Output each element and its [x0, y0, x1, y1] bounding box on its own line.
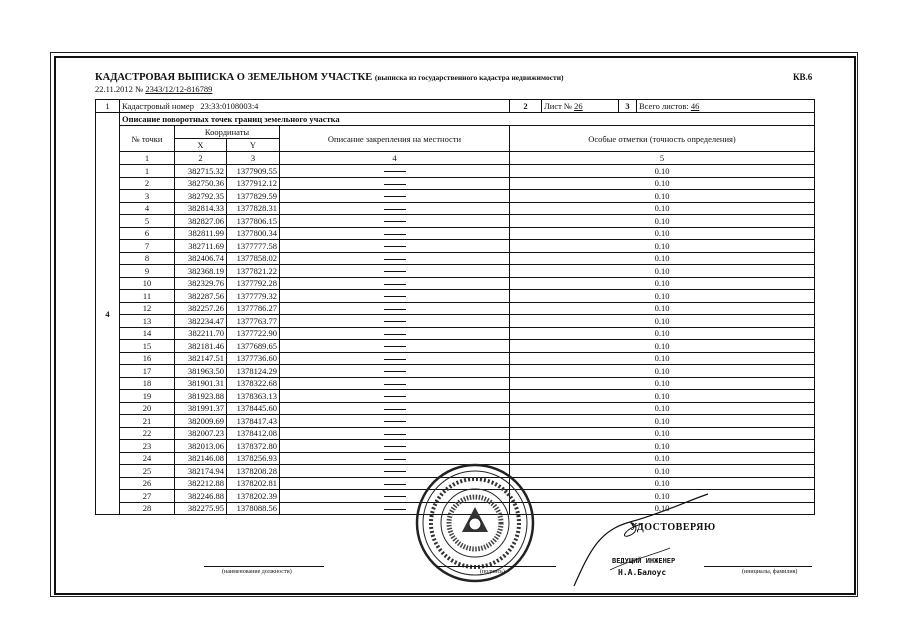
- accuracy-note: 0.10: [510, 302, 815, 315]
- fixing-description: [280, 427, 510, 440]
- fixing-description: [280, 277, 510, 290]
- coord-x: 382275.95: [175, 502, 227, 515]
- fixing-description: [280, 190, 510, 203]
- colnum-4: 4: [280, 152, 510, 165]
- accuracy-note: 0.10: [510, 165, 815, 178]
- point-number: 15: [120, 340, 175, 353]
- point-row: [96, 440, 815, 453]
- coord-y: 1378202.81: [227, 477, 280, 490]
- accuracy-note: 0.10: [510, 465, 815, 478]
- point-number: 1: [120, 165, 175, 178]
- coord-y: 1377722.90: [227, 327, 280, 340]
- sheet-label: Лист №: [544, 101, 573, 111]
- point-number: 19: [120, 390, 175, 403]
- point-number: 5: [120, 215, 175, 228]
- accuracy-note: 0.10: [510, 390, 815, 403]
- point-row: [96, 352, 815, 365]
- dash-mark: [384, 309, 406, 310]
- name-caption: (инициалы, фамилия): [742, 569, 798, 575]
- point-row: [96, 202, 815, 215]
- document-date: 22.11.2012: [95, 84, 133, 94]
- section-title-row: [96, 113, 815, 126]
- point-row: [96, 340, 815, 353]
- coord-y: 1378363.13: [227, 390, 280, 403]
- fixing-description: [280, 227, 510, 240]
- coord-x: 382246.88: [175, 490, 227, 503]
- fixing-description: [280, 177, 510, 190]
- accuracy-note: 0.10: [510, 415, 815, 428]
- colnum-5: 5: [510, 152, 815, 165]
- dash-mark: [384, 321, 406, 322]
- point-number: 2: [120, 177, 175, 190]
- point-number: 16: [120, 352, 175, 365]
- point-row: [96, 190, 815, 203]
- signature-caption: (подпись): [480, 569, 505, 575]
- fixing-description: [280, 340, 510, 353]
- coord-y: 1377828.31: [227, 202, 280, 215]
- point-number: 13: [120, 315, 175, 328]
- dash-mark: [384, 409, 406, 410]
- coord-x: 382211.70: [175, 327, 227, 340]
- point-number: 14: [120, 327, 175, 340]
- boundary-points-table: [95, 99, 814, 515]
- point-number: 11: [120, 290, 175, 303]
- row-index: 1: [96, 100, 120, 113]
- fixing-description: [280, 252, 510, 265]
- accuracy-note: 0.10: [510, 477, 815, 490]
- point-number: 10: [120, 277, 175, 290]
- coord-y: 1377689.65: [227, 340, 280, 353]
- coord-x: 382257.26: [175, 302, 227, 315]
- fixing-description: [280, 290, 510, 303]
- point-number: 18: [120, 377, 175, 390]
- name-line: [704, 566, 812, 567]
- accuracy-note: 0.10: [510, 402, 815, 415]
- fixing-description: [280, 440, 510, 453]
- coord-y: 1378088.56: [227, 502, 280, 515]
- engineer-name: Н.А.Балоус: [618, 568, 667, 577]
- dash-mark: [384, 384, 406, 385]
- fixing-description: [280, 202, 510, 215]
- accuracy-note: 0.10: [510, 315, 815, 328]
- coord-x: 381901.31: [175, 377, 227, 390]
- coord-y: 1377909.55: [227, 165, 280, 178]
- coord-y: 1377806.15: [227, 215, 280, 228]
- point-number: 20: [120, 402, 175, 415]
- dash-mark: [384, 446, 406, 447]
- point-number: 9: [120, 265, 175, 278]
- accuracy-note: 0.10: [510, 277, 815, 290]
- coord-y: 1377792.28: [227, 277, 280, 290]
- dash-mark: [384, 434, 406, 435]
- total-index: 3: [619, 100, 637, 113]
- coord-y: 1378445.60: [227, 402, 280, 415]
- point-row: [96, 177, 815, 190]
- coord-x: 382181.46: [175, 340, 227, 353]
- point-row: [96, 227, 815, 240]
- dash-mark: [384, 346, 406, 347]
- col-coords-header: Координаты: [175, 126, 280, 139]
- document-subtitle: (выписка из государственного кадастра недвижимости): [374, 73, 564, 82]
- coord-x: 382212.88: [175, 477, 227, 490]
- point-number: 24: [120, 452, 175, 465]
- coord-x: 382368.19: [175, 265, 227, 278]
- fixing-description: [280, 390, 510, 403]
- accuracy-note: 0.10: [510, 502, 815, 515]
- point-number: 8: [120, 252, 175, 265]
- dash-mark: [384, 396, 406, 397]
- dash-mark: [384, 271, 406, 272]
- engineer-title: ВЕДУЩИЙ ИНЖЕНЕР: [612, 557, 676, 565]
- point-number: 7: [120, 240, 175, 253]
- coord-x: 382009.69: [175, 415, 227, 428]
- col-desc-header: Описание закрепления на местности: [280, 126, 510, 152]
- coord-x: 381991.37: [175, 402, 227, 415]
- fixing-description: [280, 327, 510, 340]
- dash-mark: [384, 371, 406, 372]
- accuracy-note: 0.10: [510, 352, 815, 365]
- coord-x: 382287.56: [175, 290, 227, 303]
- coord-x: 382814.33: [175, 202, 227, 215]
- col-notes-header: Особые отметки (точность определения): [510, 126, 815, 152]
- point-row: [96, 377, 815, 390]
- coord-x: 382146.08: [175, 452, 227, 465]
- dash-mark: [384, 171, 406, 172]
- total-label: Всего листов:: [639, 101, 689, 111]
- coord-x: 382329.76: [175, 277, 227, 290]
- dash-mark: [384, 259, 406, 260]
- coord-y: 1378372.80: [227, 440, 280, 453]
- coord-x: 382234.47: [175, 315, 227, 328]
- colnum-3: 3: [227, 152, 280, 165]
- total-number: 46: [690, 101, 700, 111]
- point-number: 21: [120, 415, 175, 428]
- accuracy-note: 0.10: [510, 440, 815, 453]
- dash-mark: [384, 421, 406, 422]
- coord-y: 1377786.27: [227, 302, 280, 315]
- accuracy-note: 0.10: [510, 227, 815, 240]
- accuracy-note: 0.10: [510, 427, 815, 440]
- accuracy-note: 0.10: [510, 252, 815, 265]
- accuracy-note: 0.10: [510, 190, 815, 203]
- signature-line: [436, 566, 556, 567]
- point-number: 27: [120, 490, 175, 503]
- point-number: 25: [120, 465, 175, 478]
- coord-x: 382007.23: [175, 427, 227, 440]
- accuracy-note: 0.10: [510, 490, 815, 503]
- coord-y: 1377777.58: [227, 240, 280, 253]
- position-line: [204, 566, 324, 567]
- coord-y: 1377829.59: [227, 190, 280, 203]
- accuracy-note: 0.10: [510, 327, 815, 340]
- coord-x: 382827.06: [175, 215, 227, 228]
- coord-x: 382174.94: [175, 465, 227, 478]
- point-row: [96, 427, 815, 440]
- col-y-header: Y: [227, 139, 280, 152]
- col-x-header: X: [175, 139, 227, 152]
- column-number-row: [96, 152, 815, 165]
- number-label: №: [135, 84, 144, 94]
- dash-mark: [384, 246, 406, 247]
- point-number: 6: [120, 227, 175, 240]
- dash-mark: [384, 196, 406, 197]
- accuracy-note: 0.10: [510, 365, 815, 378]
- point-row: [96, 265, 815, 278]
- coord-y: 1377858.02: [227, 252, 280, 265]
- point-row: [96, 415, 815, 428]
- dash-mark: [384, 484, 406, 485]
- dash-mark: [384, 334, 406, 335]
- coord-x: 382711.69: [175, 240, 227, 253]
- fixing-description: [280, 165, 510, 178]
- dash-mark: [384, 359, 406, 360]
- coord-y: 1377763.77: [227, 315, 280, 328]
- cadastral-number-cell: [120, 100, 510, 113]
- coord-y: 1378256.93: [227, 452, 280, 465]
- point-number: 17: [120, 365, 175, 378]
- point-number: 23: [120, 440, 175, 453]
- accuracy-note: 0.10: [510, 215, 815, 228]
- point-row: [96, 215, 815, 228]
- fixing-description: [280, 240, 510, 253]
- accuracy-note: 0.10: [510, 177, 815, 190]
- coord-x: 382750.36: [175, 177, 227, 190]
- dash-mark: [384, 284, 406, 285]
- accuracy-note: 0.10: [510, 202, 815, 215]
- point-row: [96, 315, 815, 328]
- fixing-description: [280, 302, 510, 315]
- coord-x: 382013.06: [175, 440, 227, 453]
- fixing-description: [280, 377, 510, 390]
- coord-x: 381923.88: [175, 390, 227, 403]
- fixing-description: [280, 352, 510, 365]
- form-code: КВ.6: [793, 72, 813, 82]
- accuracy-note: 0.10: [510, 377, 815, 390]
- fixing-description: [280, 415, 510, 428]
- sheet-number: 26: [574, 101, 583, 111]
- coord-y: 1378202.39: [227, 490, 280, 503]
- date-line: [95, 84, 212, 94]
- point-row: [96, 390, 815, 403]
- fixing-description: [280, 402, 510, 415]
- dash-mark: [384, 209, 406, 210]
- dash-mark: [384, 459, 406, 460]
- dash-mark: [384, 234, 406, 235]
- document-number: 2343/12/12-816789: [145, 84, 213, 94]
- point-number: 3: [120, 190, 175, 203]
- coord-y: 1378412.08: [227, 427, 280, 440]
- dash-mark: [384, 509, 406, 510]
- coord-x: 382147.51: [175, 352, 227, 365]
- document-title: КАДАСТРОВАЯ ВЫПИСКА О ЗЕМЕЛЬНОМ УЧАСТКЕ (выписка из государственного кадастра недвижимости): [95, 72, 564, 83]
- dash-mark: [384, 184, 406, 185]
- point-number: 28: [120, 502, 175, 515]
- point-row: [96, 277, 815, 290]
- dash-mark: [384, 296, 406, 297]
- cadastral-number: 23:33:0108003:4: [200, 101, 259, 111]
- coord-x: 382811.99: [175, 227, 227, 240]
- dash-mark: [384, 496, 406, 497]
- sheet-index: 2: [510, 100, 542, 113]
- point-row: [96, 240, 815, 253]
- position-caption: (наименование должности): [222, 569, 292, 575]
- point-number: 22: [120, 427, 175, 440]
- fixing-description: [280, 265, 510, 278]
- dash-mark: [384, 221, 406, 222]
- accuracy-note: 0.10: [510, 452, 815, 465]
- certified-label: УДОСТОВЕРЯЮ: [630, 522, 716, 533]
- sheet-cell: [542, 100, 619, 113]
- point-row: [96, 302, 815, 315]
- dash-mark: [384, 471, 406, 472]
- accuracy-note: 0.10: [510, 340, 815, 353]
- coord-y: 1377821.22: [227, 265, 280, 278]
- section-title: Описание поворотных точек границ земельного участка: [120, 113, 815, 126]
- point-row: [96, 365, 815, 378]
- cadastral-row: [96, 100, 815, 113]
- point-number: 4: [120, 202, 175, 215]
- point-row: [96, 252, 815, 265]
- cadastral-label: Кадастровый номер: [122, 101, 194, 111]
- coord-y: 1378124.29: [227, 365, 280, 378]
- coord-y: 1378417.43: [227, 415, 280, 428]
- point-row: [96, 290, 815, 303]
- coord-x: 382715.32: [175, 165, 227, 178]
- coord-y: 1377800.34: [227, 227, 280, 240]
- colnum-1: 1: [120, 152, 175, 165]
- fixing-description: [280, 215, 510, 228]
- section-number: 4: [96, 113, 120, 515]
- coord-y: 1377912.12: [227, 177, 280, 190]
- coord-y: 1378208.28: [227, 465, 280, 478]
- point-number: 12: [120, 302, 175, 315]
- total-cell: [637, 100, 815, 113]
- accuracy-note: 0.10: [510, 265, 815, 278]
- coord-y: 1378322.68: [227, 377, 280, 390]
- point-row: [96, 327, 815, 340]
- coord-x: 382406.74: [175, 252, 227, 265]
- point-row: [96, 402, 815, 415]
- coord-y: 1377779.32: [227, 290, 280, 303]
- point-row: [96, 165, 815, 178]
- coord-x: 381963.50: [175, 365, 227, 378]
- fixing-description: [280, 315, 510, 328]
- accuracy-note: 0.10: [510, 240, 815, 253]
- point-number: 26: [120, 477, 175, 490]
- fixing-description: [280, 365, 510, 378]
- col-point-header: № точки: [120, 126, 175, 152]
- accuracy-note: 0.10: [510, 290, 815, 303]
- colnum-2: 2: [175, 152, 227, 165]
- coord-y: 1377736.60: [227, 352, 280, 365]
- coord-x: 382792.35: [175, 190, 227, 203]
- column-header-row: [96, 126, 815, 139]
